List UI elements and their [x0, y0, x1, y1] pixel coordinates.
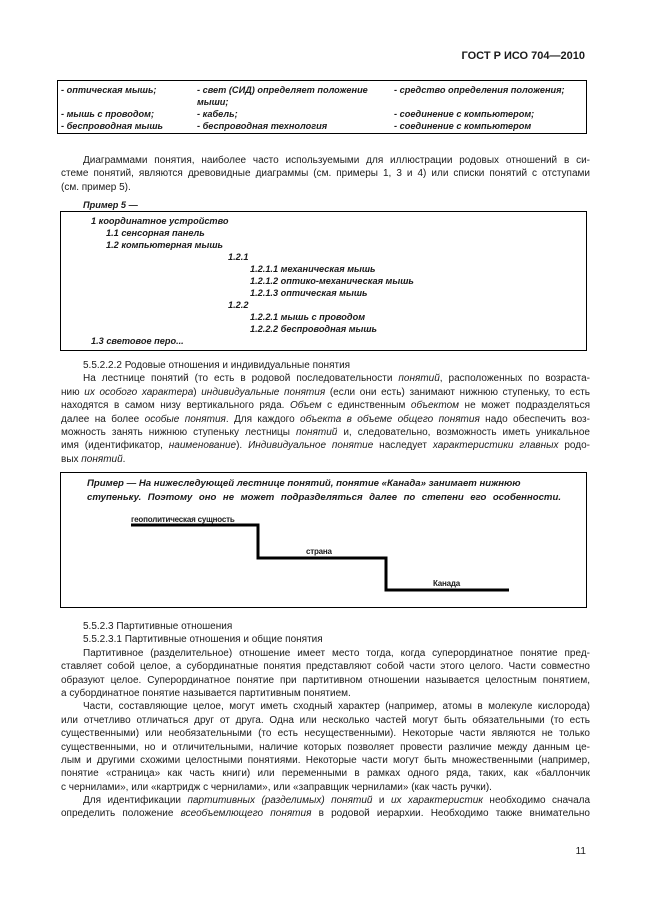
- table-cell: - соединение с компьютером: [394, 121, 532, 131]
- text-line: понятие «страница» как часть книги) или переменными в рамках одного ряда, таких, как «баллончик: [61, 768, 590, 780]
- tree-item: 1.2.2.1 мышь с проводом: [250, 312, 365, 322]
- text-line: далее на более особые понятия. Для каждого объекта в объеме общего понятия надо обеспечить воз-: [61, 413, 590, 425]
- text-line: нию их особого характера) индивидуальные понятия (если они есть) занимают нижнюю ступеньку, то есть: [61, 386, 591, 398]
- table-cell: - беспроводная мышь: [61, 121, 163, 131]
- example-caption: Пример — На нижеследующей лестнице понятий, понятие «Канада» занимает нижнюю ступеньку. Поэтому оно не может подразделяться далее по степени его особенности.: [87, 478, 561, 503]
- tree-item: 1.2.2: [228, 300, 249, 310]
- table-cell: - мышь с проводом;: [61, 109, 155, 119]
- section-heading: 5.5.2.3 Партитивные отношения: [83, 621, 233, 632]
- text-line: можность занять нижнюю ступеньку лестницы понятий и, следовательно, возможность иметь уникальное: [61, 426, 590, 438]
- text-line: Партитивное (разделительное) отношение имеет место тогда, когда суперординатное понятие пред-: [83, 647, 590, 659]
- tree-item: 1.1 сенсорная панель: [106, 228, 205, 238]
- ladder-level-2: страна: [306, 547, 332, 556]
- ladder-level-1: геополитическая сущность: [131, 515, 235, 524]
- text-line: существенными, но и отличительными, наличие которых позволяет провести различие между данным це-: [61, 741, 590, 753]
- ladder-level-3: Канада: [433, 579, 461, 588]
- text-line: стеме понятий, являются древовидные диаграммы (см. примеры 1, 3 и 4) или списки понятий с отступами: [61, 168, 590, 180]
- tree-item: 1.2.1: [228, 252, 249, 262]
- text-line: (см. пример 5).: [61, 181, 131, 193]
- text-line: находятся в самом низу вертикального ряда. Объем с единственным объектом не может подразделяться: [61, 400, 590, 412]
- text-line: существенными) или необязательными (то есть несущественными). Некоторые части являются не только: [61, 728, 590, 740]
- mouse-feature-table: [57, 80, 587, 134]
- section-5-5-2-2-2: [61, 359, 590, 466]
- tree-item: 1.2.2.2 беспроводная мышь: [250, 324, 378, 334]
- table-cell: - свет (СИД) определяет положение: [197, 85, 368, 95]
- table-cell: - средство определения положения;: [394, 85, 565, 95]
- text-line: вых понятий.: [61, 453, 126, 465]
- text-line: образуют целое. Суперординатное понятие при партитивном отношении называется целостным понятием,: [61, 674, 590, 686]
- tree-item: 1 координатное устройство: [91, 216, 229, 226]
- concept-ladder-diagram: [61, 473, 588, 609]
- text-line: На лестнице понятий (то есть в родовой последовательности понятий, расположенных по возраста-: [83, 373, 590, 385]
- paragraph-diagrams: [61, 154, 590, 194]
- text-line: имя (идентификатор, наименование). Индивидуальное понятие наследует характеристики главных родо-: [61, 440, 590, 452]
- indented-concept-list: [60, 211, 587, 351]
- example-5-label: Пример 5 —: [83, 200, 138, 210]
- text-line: определить положение всеобъемлющего понятия в родовой иерархии. Необходимо также внимательно: [61, 808, 590, 820]
- text-line: или отчетливо отличаться друг от друга. Одна или несколько частей могут быть обязательными (то есть: [61, 714, 590, 726]
- document-id: ГОСТ Р ИСО 704—2010: [461, 50, 585, 62]
- section-heading: 5.5.2.2.2 Родовые отношения и индивидуальные понятия: [83, 360, 351, 371]
- text-line: ставляет собой целое, а субординатные понятия представляют собой части этого целого. Части совместно: [61, 661, 590, 673]
- page-number: 11: [575, 846, 586, 857]
- tree-item: 1.2.1.1 механическая мышь: [250, 264, 376, 274]
- text-line: лым и другими схожими целостными понятиями. Некоторые части могут быть множественными (например,: [61, 754, 590, 766]
- tree-item: 1.2.1.3 оптическая мышь: [250, 288, 368, 298]
- text-line: Диаграммами понятия, наиболее часто используемыми для иллюстрации родовых отношений в си-: [83, 155, 590, 166]
- table-cell: - кабель;: [197, 109, 238, 119]
- table-cell: - оптическая мышь;: [61, 85, 157, 95]
- table-cell: мыши;: [197, 97, 229, 107]
- table-cell: - беспроводная технология: [197, 121, 328, 131]
- text-line: Части, составляющие целое, могут иметь сходный характер (например, атомы в молекуле кислорода): [83, 701, 590, 713]
- text-line: а субординатное понятие называется партитивным понятием.: [61, 687, 351, 699]
- section-5-5-2-3: [61, 620, 590, 821]
- text-line: Для идентификации партитивных (разделимых) понятий и их характеристик необходимо сначала: [83, 795, 591, 807]
- tree-item: 1.2 компьютерная мышь: [106, 240, 223, 250]
- table-cell: - соединение с компьютером;: [394, 109, 535, 119]
- text-line: с чернилами», или «картридж с чернилами», или «заправщик чернилами» (как часть ручки).: [61, 781, 492, 793]
- subsection-heading: 5.5.2.3.1 Партитивные отношения и общие понятия: [83, 634, 323, 646]
- tree-item: 1.3 световое перо...: [91, 336, 184, 346]
- tree-item: 1.2.1.2 оптико-механическая мышь: [250, 276, 414, 286]
- concept-ladder-example: [60, 472, 587, 608]
